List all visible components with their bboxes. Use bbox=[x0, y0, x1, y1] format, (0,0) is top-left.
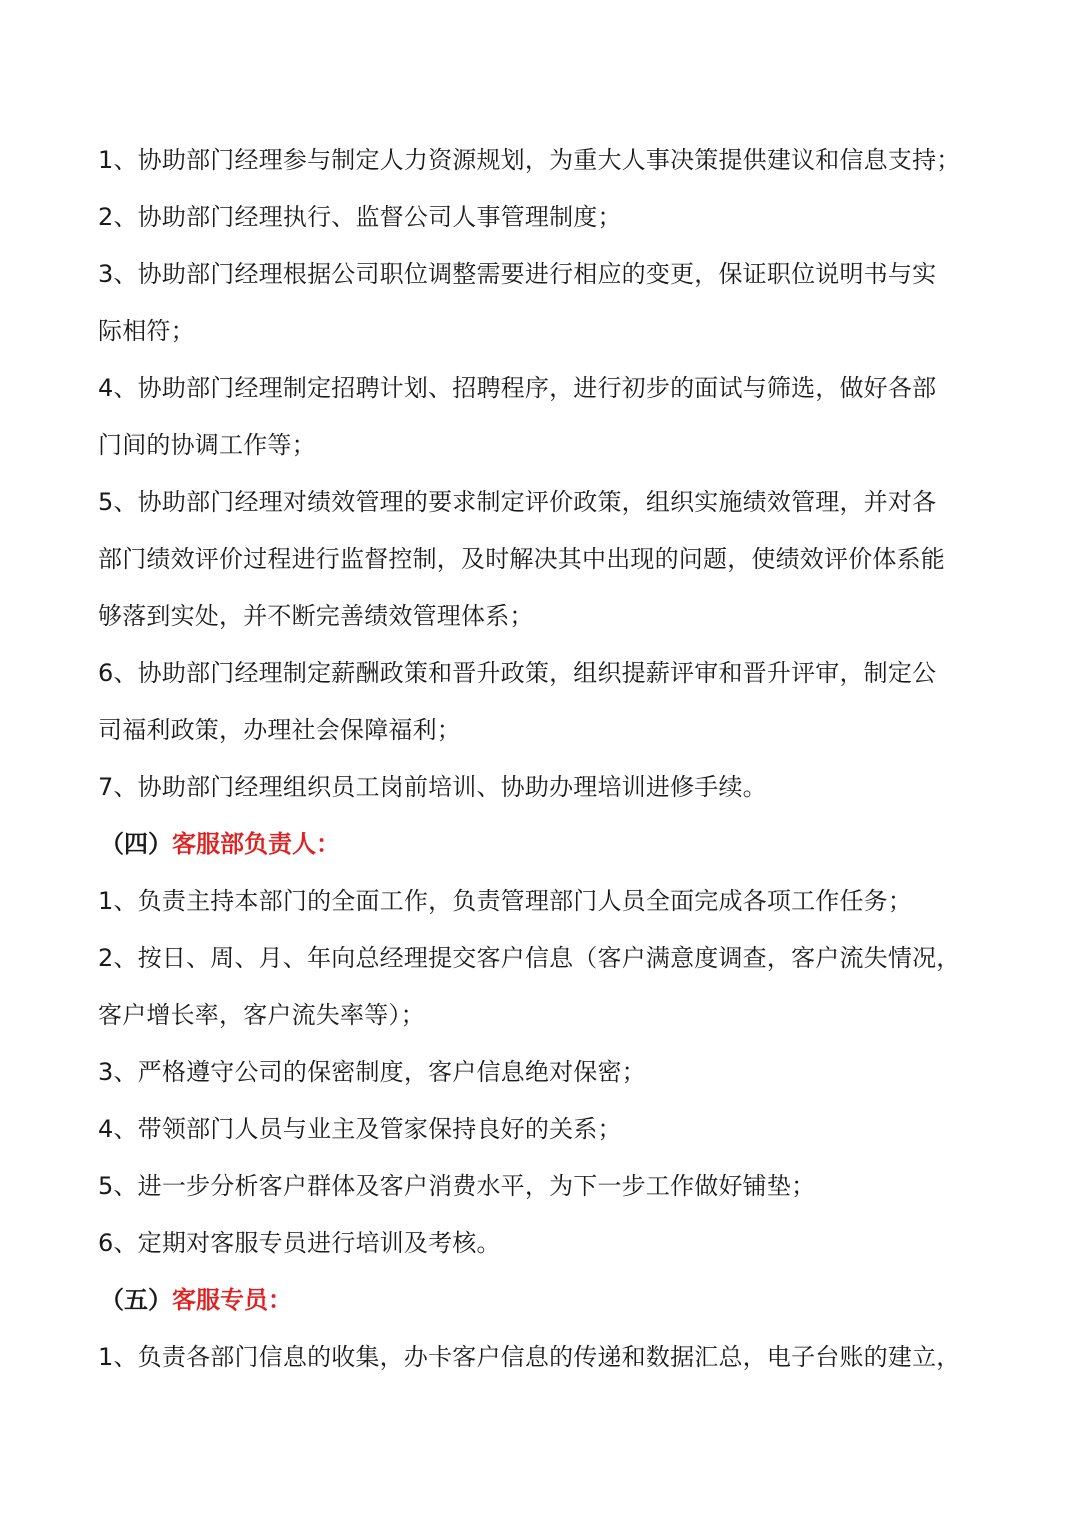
list-item: 际相符； bbox=[98, 317, 195, 345]
list-item: 够落到实处，并不断完善绩效管理体系； bbox=[98, 602, 534, 630]
list-item: 6、定期对客服专员进行培训及考核。 bbox=[98, 1229, 501, 1257]
list-item: 门间的协调工作等； bbox=[98, 431, 316, 459]
list-item: 3、协助部门经理根据公司职位调整需要进行相应的变更，保证职位说明书与实 bbox=[98, 260, 937, 288]
section3-list bbox=[98, 132, 982, 816]
list-item: 司福利政策，办理社会保障福利； bbox=[98, 716, 461, 744]
list-item: 1、负责主持本部门的全面工作，负责管理部门人员全面完成各项工作任务； bbox=[98, 887, 913, 915]
list-item: 5、协助部门经理对绩效管理的要求制定评价政策，组织实施绩效管理，并对各 bbox=[98, 488, 937, 516]
section5-title: 客服专员： bbox=[172, 1286, 292, 1314]
section4-number: （四） bbox=[100, 830, 172, 858]
document-page bbox=[98, 132, 982, 1386]
list-item: 2、按日、周、月、年向总经理提交客户信息（客户满意度调查，客户流失情况， bbox=[98, 944, 961, 972]
list-item: 3、严格遵守公司的保密制度，客户信息绝对保密； bbox=[98, 1058, 646, 1086]
section4-title: 客服部负责人： bbox=[172, 830, 340, 858]
list-item: 6、协助部门经理制定薪酬政策和晋升政策，组织提薪评审和晋升评审，制定公 bbox=[98, 659, 937, 687]
list-item: 7、协助部门经理组织员工岗前培训、协助办理培训进修手续。 bbox=[98, 773, 767, 801]
list-item: 1、协助部门经理参与制定人力资源规划，为重大人事决策提供建议和信息支持； bbox=[98, 146, 961, 174]
section4-heading bbox=[100, 816, 982, 873]
section5-heading bbox=[100, 1272, 982, 1329]
list-item: 1、负责各部门信息的收集，办卡客户信息的传递和数据汇总，电子台账的建立， bbox=[98, 1343, 961, 1371]
section5-list bbox=[98, 1329, 982, 1386]
list-item: 4、带领部门人员与业主及管家保持良好的关系； bbox=[98, 1115, 622, 1143]
list-item: 4、协助部门经理制定招聘计划、招聘程序，进行初步的面试与筛选，做好各部 bbox=[98, 374, 937, 402]
list-item: 部门绩效评价过程进行监督控制，及时解决其中出现的问题，使绩效评价体系能 bbox=[98, 545, 945, 573]
section4-list bbox=[98, 873, 982, 1272]
section5-number: （五） bbox=[100, 1286, 172, 1314]
list-item: 2、协助部门经理执行、监督公司人事管理制度； bbox=[98, 203, 622, 231]
list-item: 客户增长率，客户流失率等）； bbox=[98, 1001, 425, 1029]
list-item: 5、进一步分析客户群体及客户消费水平，为下一步工作做好铺垫； bbox=[98, 1172, 816, 1200]
